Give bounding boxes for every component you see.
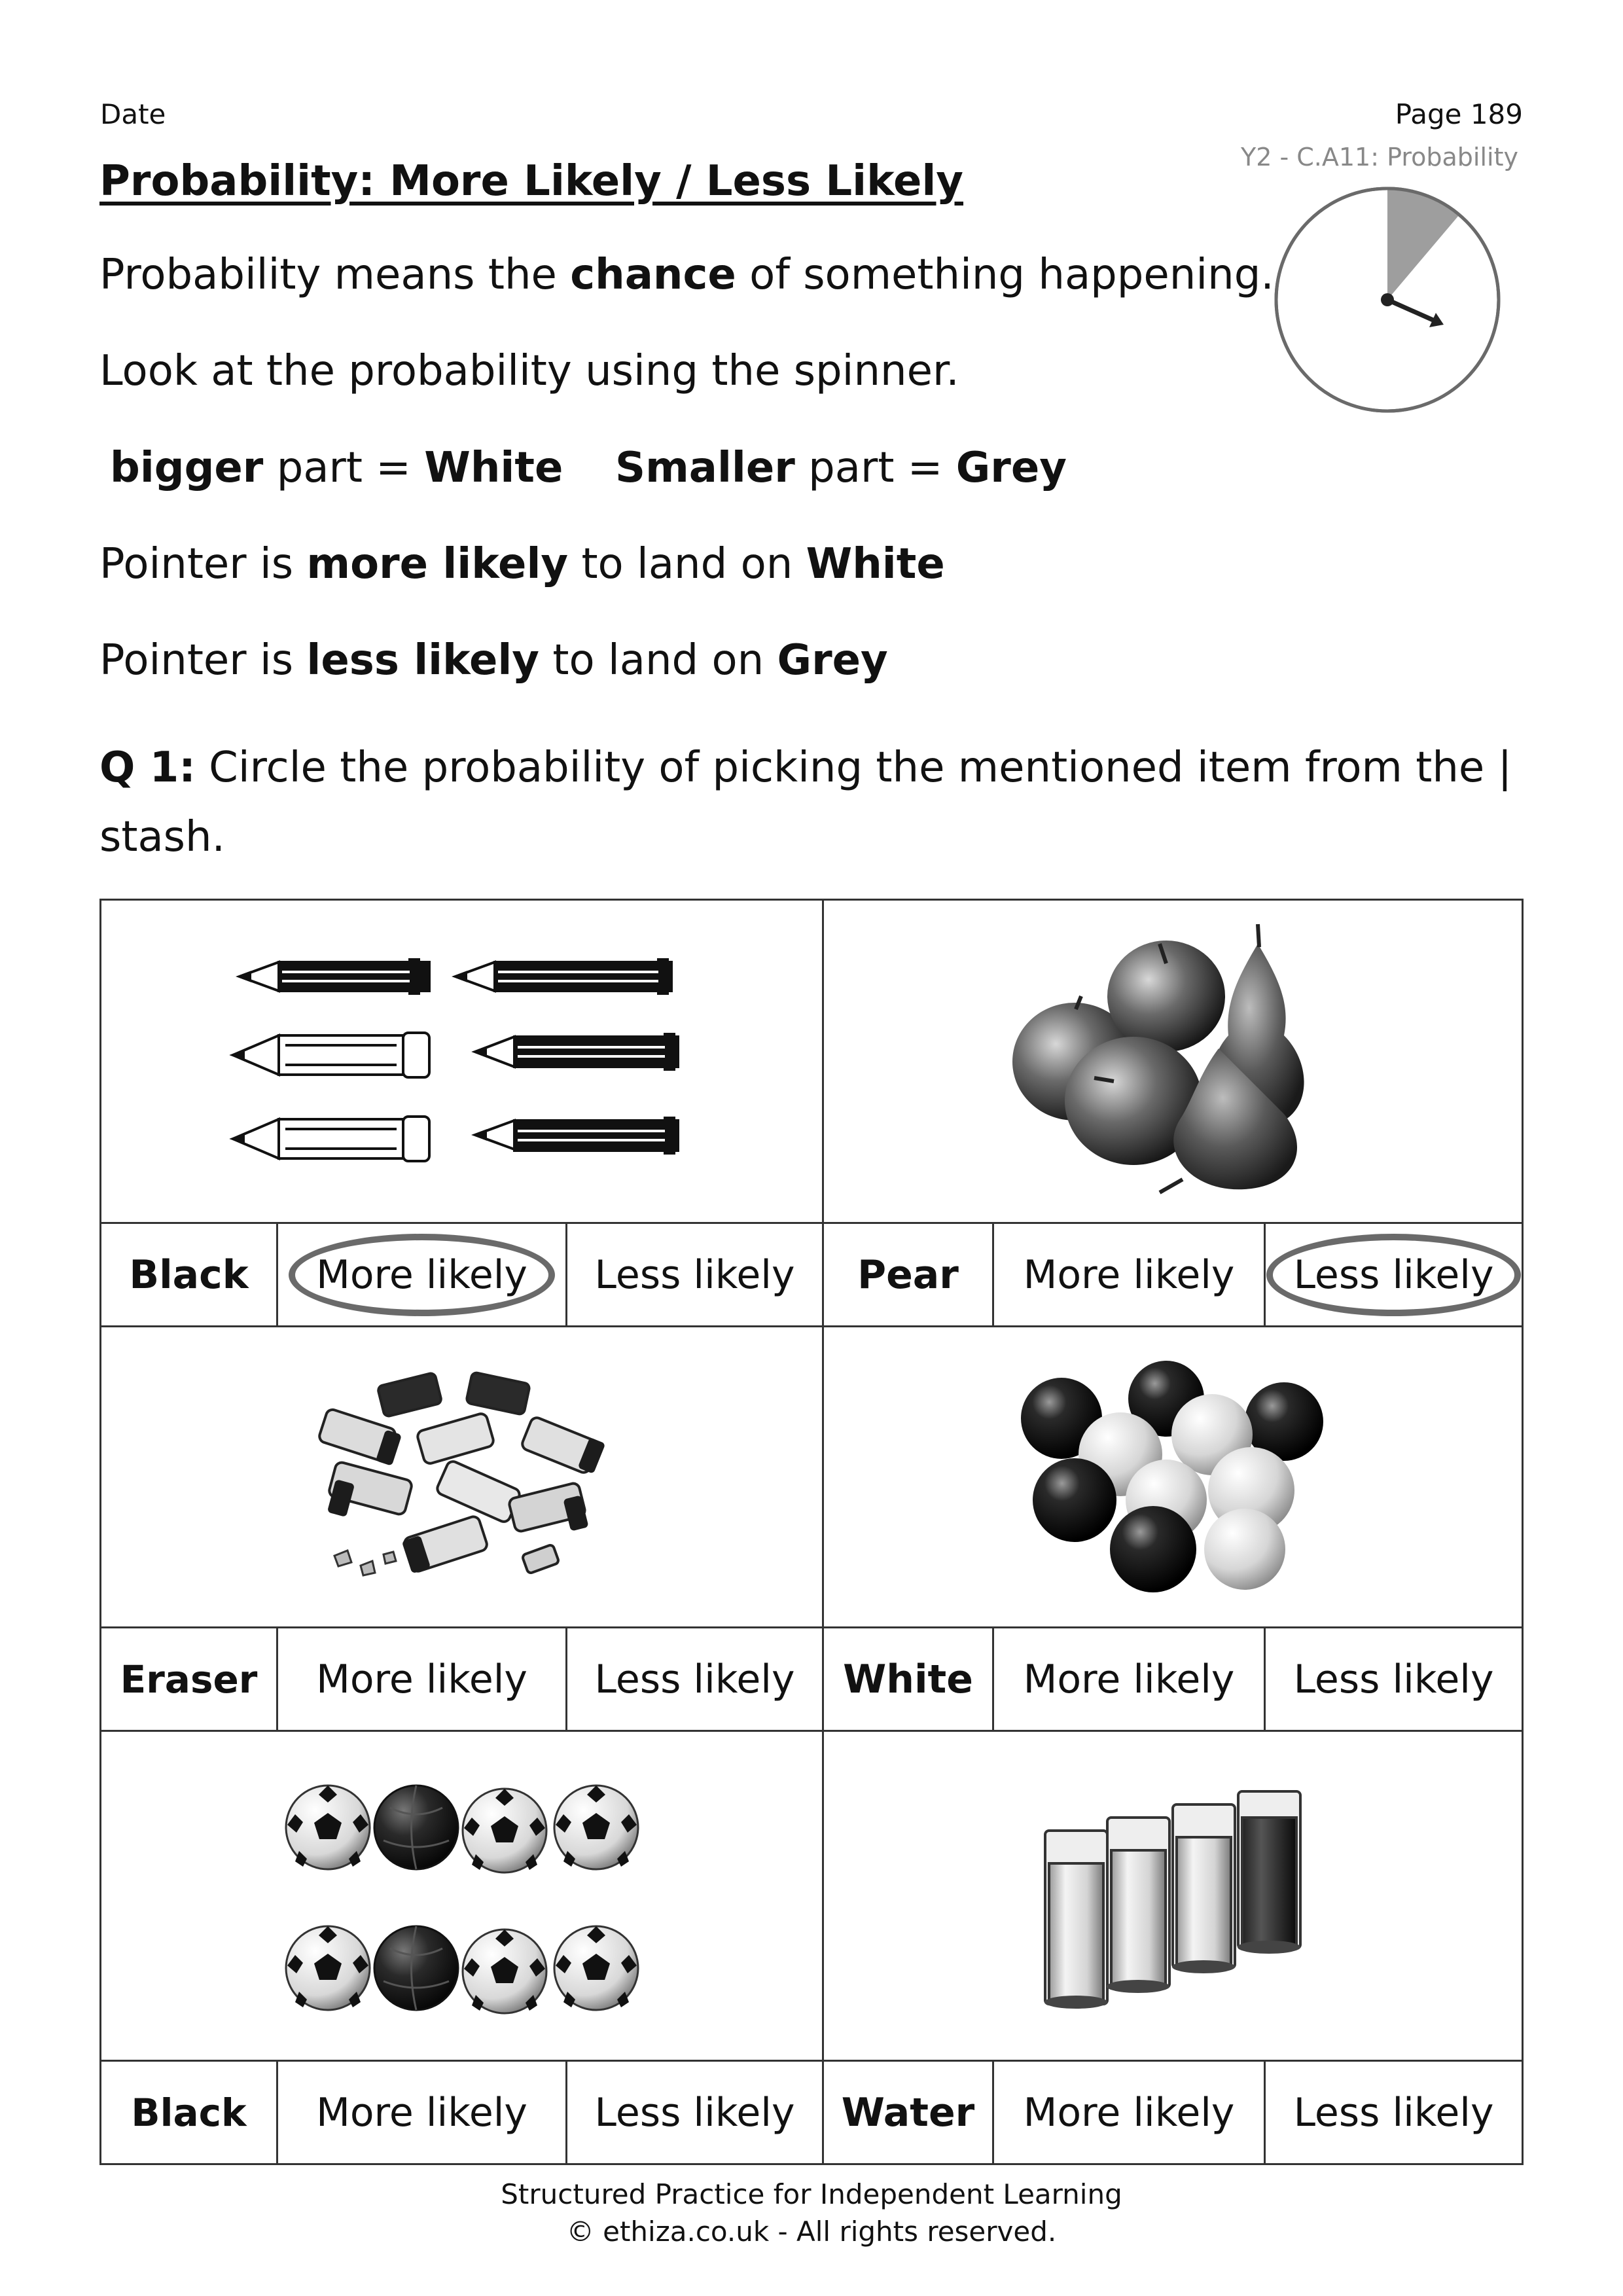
intro-line-1: Probability means the chance of something happening. — [99, 251, 1274, 299]
footballs-icon — [279, 1772, 645, 2020]
less-likely-option[interactable]: Less likely — [567, 2061, 823, 2164]
item-label: White — [823, 1628, 993, 1731]
item-label: Pear — [823, 1223, 993, 1327]
pencils-icon — [213, 931, 711, 1193]
more-likely-option[interactable]: More likely — [277, 1628, 567, 1731]
apples-pears-icon — [1003, 918, 1343, 1206]
intro-line-2: Look at the probability using the spinner. — [99, 347, 959, 395]
more-likely-option[interactable]: More likely — [993, 1628, 1265, 1731]
spinner-icon — [1270, 182, 1505, 418]
marbles-icon — [1016, 1359, 1330, 1595]
less-likely-option[interactable]: Less likely — [567, 1223, 823, 1327]
picture-cell — [823, 1731, 1523, 2061]
more-likely-line: Pointer is more likely to land on White — [99, 540, 945, 588]
bigger-part-line: bigger part = White — [110, 444, 563, 492]
answer-circle — [289, 1234, 555, 1316]
picture-cell — [823, 1327, 1523, 1628]
smaller-part-line: Smaller part = Grey — [615, 444, 1067, 492]
picture-cell — [823, 900, 1523, 1223]
unit-label: Y2 - C.A11: Probability — [1241, 143, 1518, 171]
more-likely-option[interactable]: More likely — [993, 1223, 1265, 1327]
less-likely-line: Pointer is less likely to land on Grey — [99, 636, 888, 685]
page-title: Probability: More Likely / Less Likely — [99, 157, 963, 206]
footer-line-2: © ethiza.co.uk - All rights reserved. — [566, 2215, 1057, 2248]
question-1: Q 1: Circle the probability of picking the mentioned item from the | stash. — [99, 744, 1512, 861]
picture-cell — [101, 1327, 823, 1628]
erasers-sharpeners-icon — [308, 1366, 616, 1588]
page-number: Page 189 — [1395, 98, 1523, 130]
answer-circle — [1266, 1234, 1522, 1316]
answer-grid — [99, 899, 1524, 2165]
item-label: Eraser — [101, 1628, 277, 1731]
glasses-icon — [1042, 1778, 1304, 2014]
more-likely-option[interactable]: More likely — [277, 2061, 567, 2164]
less-likely-option[interactable]: Less likely — [567, 1628, 823, 1731]
more-likely-option[interactable]: More likely — [993, 2061, 1265, 2164]
less-likely-option[interactable]: Less likely — [1265, 2061, 1523, 2164]
item-label: Black — [101, 2061, 277, 2164]
date-label: Date — [100, 98, 166, 130]
picture-cell — [101, 1731, 823, 2061]
item-label: Water — [823, 2061, 993, 2164]
picture-cell — [101, 900, 823, 1223]
more-likely-option[interactable]: More likely — [277, 1223, 567, 1327]
item-label: Black — [101, 1223, 277, 1327]
footer-line-1: Structured Practice for Independent Learning — [501, 2178, 1122, 2210]
less-likely-option[interactable]: Less likely — [1265, 1628, 1523, 1731]
less-likely-option[interactable]: Less likely — [1265, 1223, 1523, 1327]
